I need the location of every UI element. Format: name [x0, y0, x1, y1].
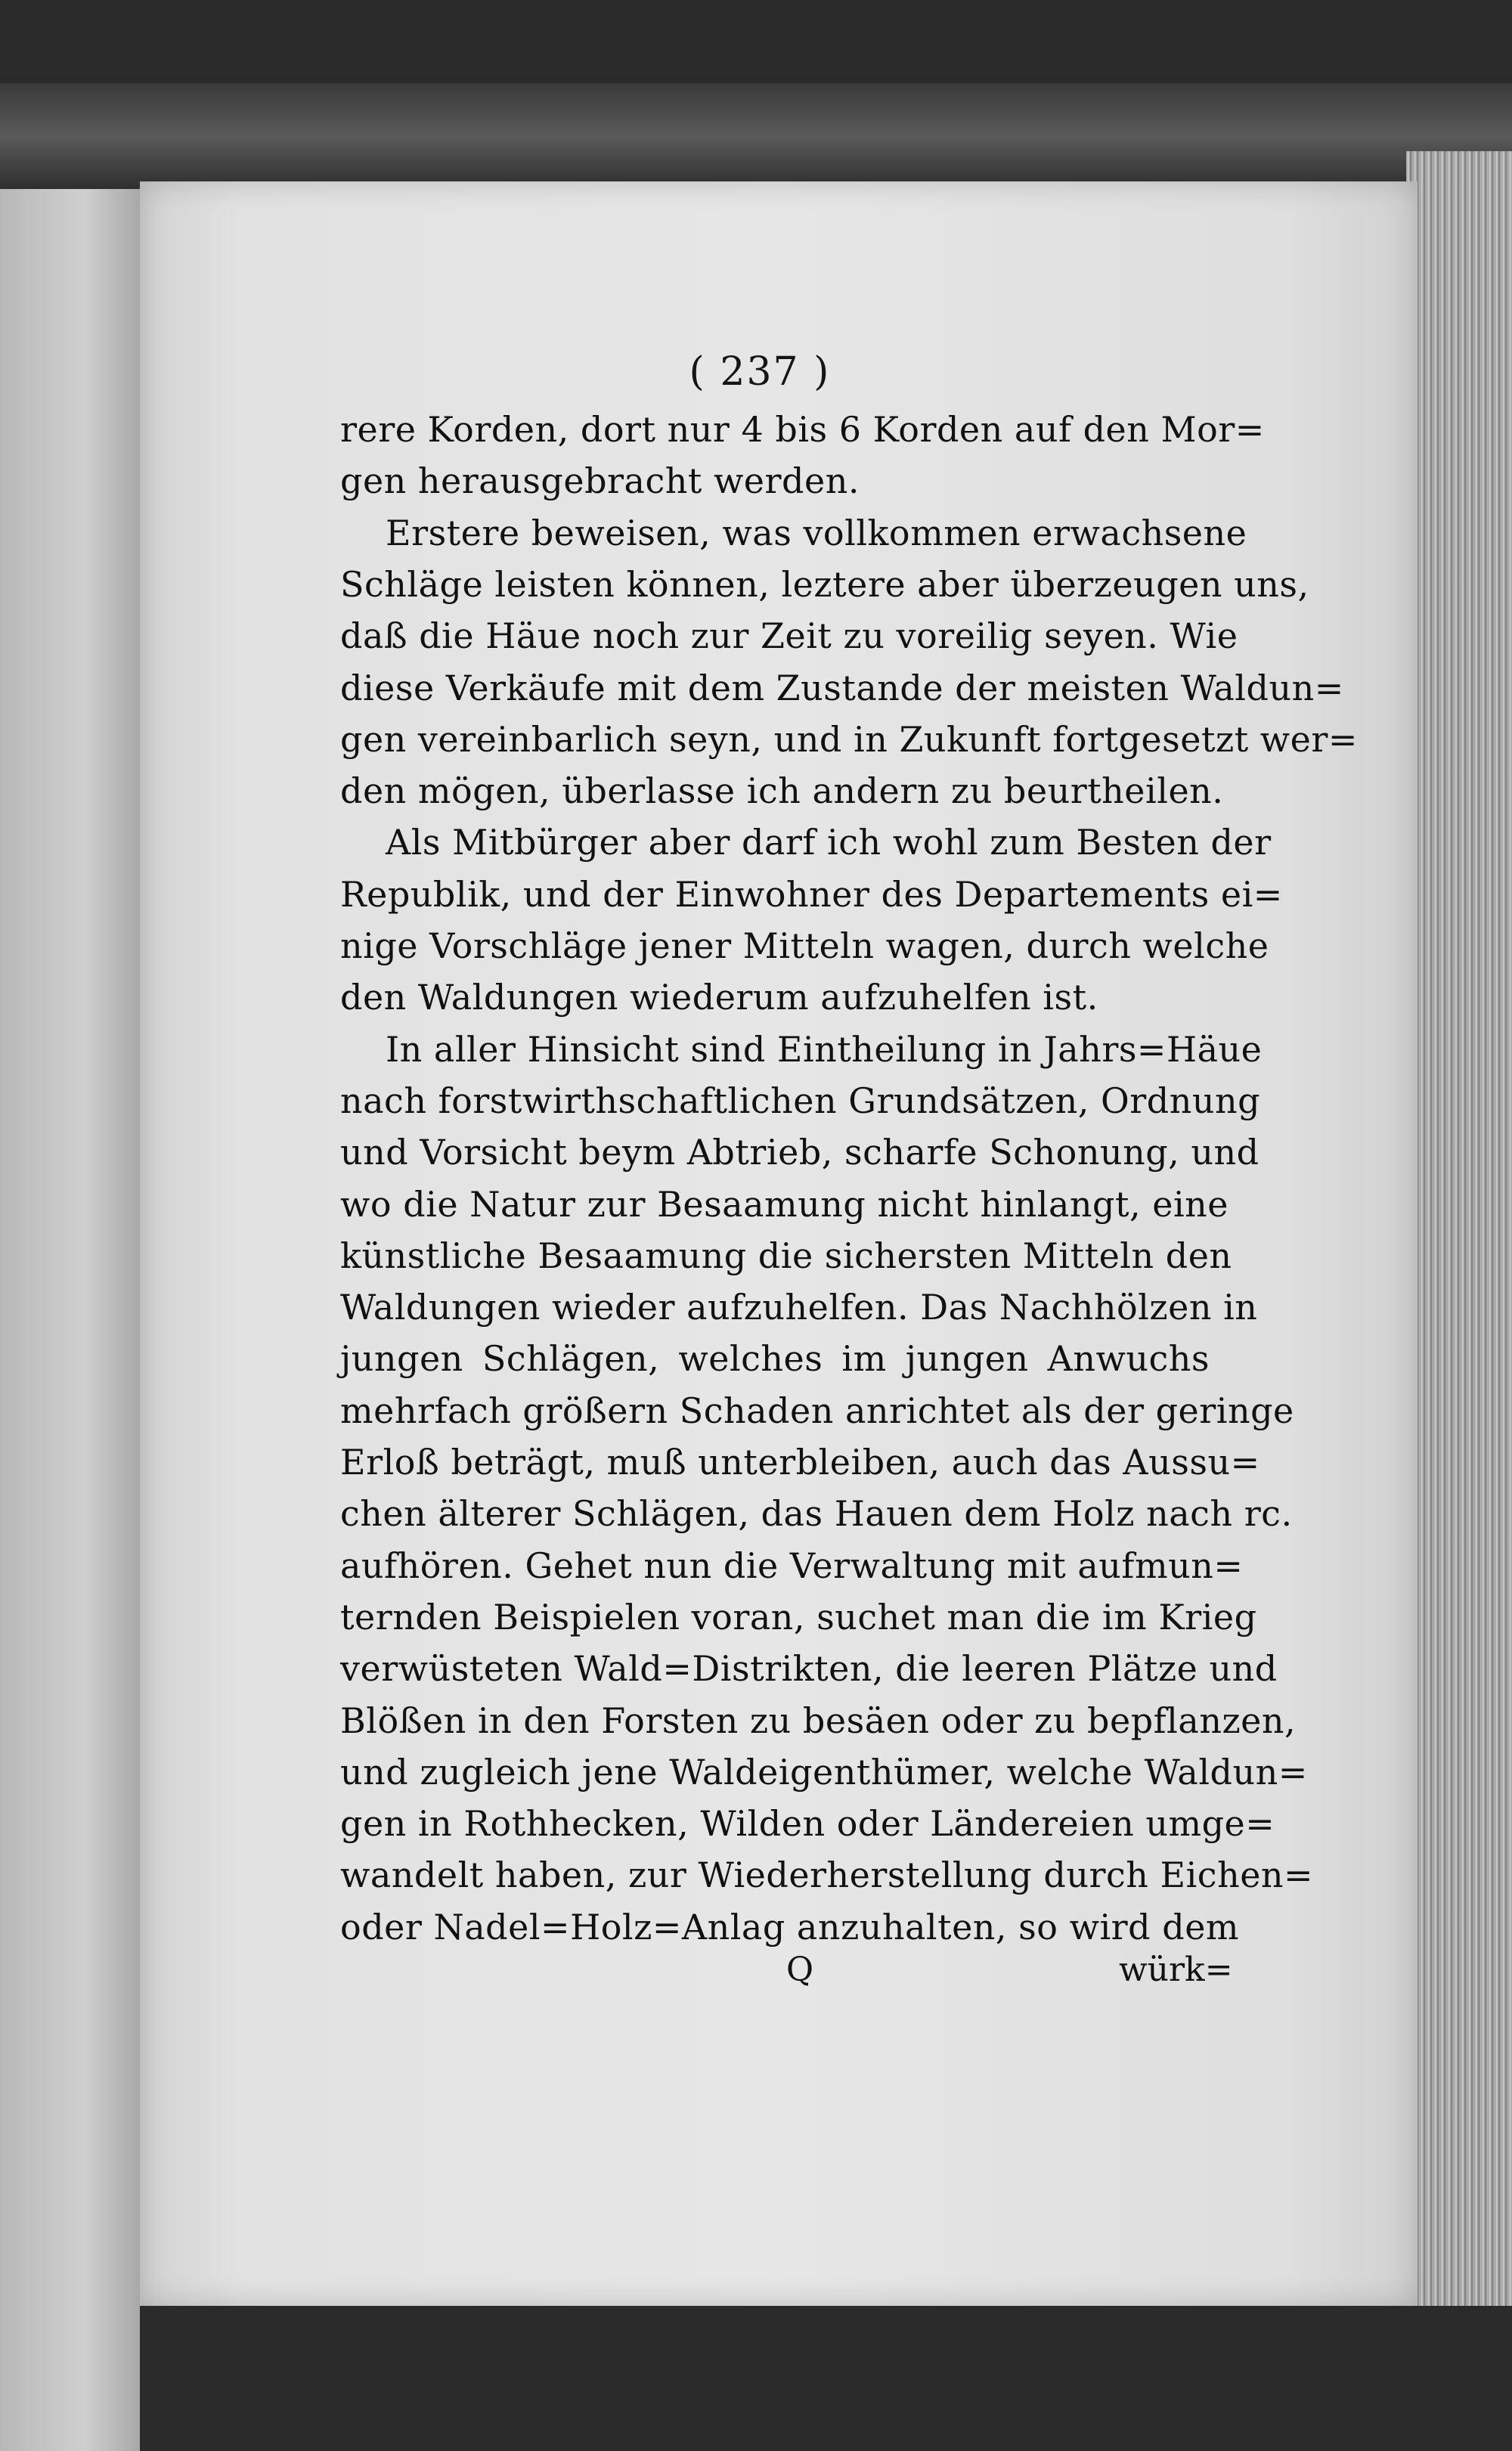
text-line: nach forstwirthschaftlichen Grundsätzen, Ordnung — [340, 1080, 1261, 1121]
text-line: Erloß beträgt, muß unterbleiben, auch das Aussu= — [340, 1442, 1260, 1483]
text-line: wandelt haben, zur Wiederherstellung durch Eichen= — [340, 1855, 1314, 1896]
page-number: ( 237 ) — [689, 349, 831, 395]
text-line: oder Nadel=Holz=Anlag anzuhalten, so wird dem — [340, 1906, 1240, 1947]
text-line: mehrfach größern Schaden anrichtet als der geringe — [340, 1390, 1294, 1431]
text-line: ternden Beispielen voran, suchet man die im Krieg — [340, 1596, 1257, 1638]
text-line: gen in Rothhecken, Wilden oder Ländereien umge= — [340, 1803, 1275, 1845]
previous-page — [0, 189, 140, 2451]
text-line: künstliche Besaamung die sichersten Mitteln den — [340, 1235, 1232, 1276]
text-line: Schläge leisten können, leztere aber überzeugen uns, — [340, 563, 1309, 605]
text-line: chen älterer Schlägen, das Hauen dem Holz nach rc. — [340, 1493, 1293, 1535]
text-line: und Vorsicht beym Abtrieb, scharfe Schonung, und — [340, 1132, 1259, 1173]
text-line: den mögen, überlasse ich andern zu beurtheilen. — [340, 770, 1224, 812]
text-line: diese Verkäufe mit dem Zustande der meisten Waldun= — [340, 667, 1344, 708]
signature-mark: Q — [786, 1951, 814, 1989]
book-cover-edge — [0, 83, 1512, 189]
text-line: nige Vorschläge jener Mitteln wagen, durch welche — [340, 925, 1269, 966]
text-line: In aller Hinsicht sind Eintheilung in Jahrs=Häue — [386, 1028, 1263, 1070]
text-line: Blößen in den Forsten zu besäen oder zu bepflanzen, — [340, 1700, 1297, 1741]
text-line: gen vereinbarlich seyn, und in Zukunft fortgesetzt wer= — [340, 718, 1358, 760]
text-line: verwüsteten Wald=Distrikten, die leeren Plätze und — [340, 1648, 1278, 1690]
text-line: daß die Häue noch zur Zeit zu voreilig seyen. Wie — [340, 615, 1238, 657]
text-line: Republik, und der Einwohner des Departements ei= — [340, 873, 1283, 915]
text-line: den Waldungen wiederum aufzuhelfen ist. — [340, 977, 1098, 1018]
page-edges — [1406, 151, 1512, 2306]
text-line: Als Mitbürger aber darf ich wohl zum Besten der — [386, 822, 1272, 863]
text-line: gen herausgebracht werden. — [340, 460, 860, 502]
text-line: Waldungen wieder aufzuhelfen. Das Nachhölzen in — [340, 1287, 1258, 1328]
catchword: würk= — [1119, 1951, 1233, 1989]
text-line: jungen Schlägen, welches im jungen Anwuchs — [340, 1338, 1210, 1380]
text-line: rere Korden, dort nur 4 bis 6 Korden auf den Mor= — [340, 409, 1265, 450]
text-line: aufhören. Gehet nun die Verwaltung mit aufmun= — [340, 1545, 1244, 1586]
text-line: Erstere beweisen, was vollkommen erwachsene — [386, 512, 1247, 553]
text-line: und zugleich jene Waldeigenthümer, welche Waldun= — [340, 1751, 1308, 1793]
text-line: wo die Natur zur Besaamung nicht hinlangt, eine — [340, 1183, 1229, 1225]
